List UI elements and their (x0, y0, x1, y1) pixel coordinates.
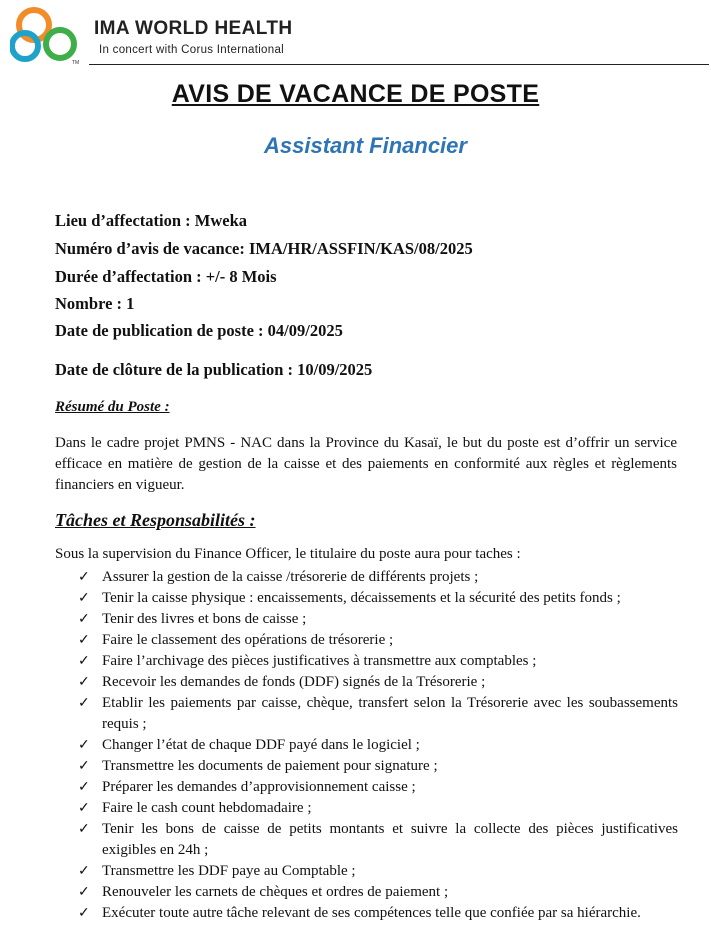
page-header (0, 0, 711, 70)
info-closing-date: Date de clôture de la publication : 10/09/2025 (55, 360, 373, 379)
summary-text: Dans le cadre projet PMNS - NAC dans la Province du Kasaï, le but du poste est d’offrir un service efficace en matière de gestion de la caisse et des paiements en conformité aux règles et règlements financiers en vigueur. (55, 435, 677, 493)
list-item (78, 588, 678, 609)
checkmark-icon: ✓ (78, 885, 90, 900)
list-item (78, 651, 678, 672)
info-publication-date: Date de publication de poste : 04/09/2025 (55, 321, 343, 340)
list-item (78, 798, 678, 819)
list-item (78, 672, 678, 693)
task-text: Changer l’état de chaque DDF payé dans le logiciel ; (102, 737, 420, 753)
ima-logo-icon (10, 4, 82, 66)
checkmark-icon: ✓ (78, 675, 90, 690)
list-item (78, 819, 678, 861)
list-item (78, 693, 678, 735)
checkmark-icon: ✓ (78, 696, 90, 711)
checkmark-icon: ✓ (78, 570, 90, 585)
list-item (78, 756, 678, 777)
checkmark-icon: ✓ (78, 591, 90, 606)
task-text: Exécuter toute autre tâche relevant de ses compétences telle que confiée par sa hiérarchie. (102, 905, 641, 921)
task-text: Faire le classement des opérations de trésorerie ; (102, 632, 394, 648)
organization-name: IMA WORLD HEALTH (94, 18, 293, 39)
task-text: Renouveler les carnets de chèques et ordres de paiement ; (102, 884, 449, 900)
checkmark-icon: ✓ (78, 633, 90, 648)
task-text: Faire le cash count hebdomadaire ; (102, 800, 312, 816)
tasks-intro: Sous la supervision du Finance Officer, le titulaire du poste aura pour taches : (55, 546, 521, 562)
summary-heading: Résumé du Poste : (55, 399, 170, 415)
list-item (78, 630, 678, 651)
checkmark-icon: ✓ (78, 801, 90, 816)
page-title: AVIS DE VACANCE DE POSTE (171, 80, 540, 108)
checkmark-icon: ✓ (78, 864, 90, 879)
task-text: Faire l’archivage des pièces justificatives à transmettre aux comptables ; (102, 653, 537, 669)
task-text: Tenir les bons de caisse de petits montants et suivre la collecte des pièces justificatives exigibles en 24h ; (102, 821, 678, 858)
job-title: Assistant Financier (264, 133, 467, 158)
list-item (78, 903, 678, 924)
checkmark-icon: ✓ (78, 759, 90, 774)
logo-trademark: TM (72, 60, 80, 66)
list-item (78, 735, 678, 756)
info-count: Nombre : 1 (55, 294, 135, 313)
task-text: Tenir des livres et bons de caisse ; (102, 611, 307, 627)
list-item (78, 609, 678, 630)
task-list (78, 567, 678, 924)
task-text: Tenir la caisse physique : encaissements, décaissements et la sécurité des petits fonds ; (102, 590, 621, 606)
task-text: Assurer la gestion de la caisse /trésorerie de différents projets ; (102, 569, 479, 585)
task-text: Recevoir les demandes de fonds (DDF) signés de la Trésorerie ; (102, 674, 486, 690)
checkmark-icon: ✓ (78, 612, 90, 627)
list-item (78, 861, 678, 882)
header-divider (89, 64, 709, 65)
info-location: Lieu d’affectation : Mweka (55, 211, 248, 230)
task-text: Préparer les demandes d’approvisionnement caisse ; (102, 779, 416, 795)
organization-subtitle: In concert with Corus International (99, 44, 285, 56)
checkmark-icon: ✓ (78, 654, 90, 669)
list-item (78, 882, 678, 903)
list-item (78, 567, 678, 588)
task-text: Transmettre les DDF paye au Comptable ; (102, 863, 356, 879)
list-item (78, 777, 678, 798)
checkmark-icon: ✓ (78, 822, 90, 837)
checkmark-icon: ✓ (78, 906, 90, 921)
checkmark-icon: ✓ (78, 738, 90, 753)
tasks-heading: Tâches et Responsabilités : (55, 510, 256, 530)
checkmark-icon: ✓ (78, 780, 90, 795)
task-text: Etablir les paiements par caisse, chèque, transfert selon la Trésorerie avec les soubassements requis ; (102, 695, 678, 732)
info-vacancy-number: Numéro d’avis de vacance: IMA/HR/ASSFIN/KAS/08/2025 (55, 239, 473, 258)
task-text: Transmettre les documents de paiement pour signature ; (102, 758, 438, 774)
info-duration: Durée d’affectation : +/- 8 Mois (55, 267, 277, 286)
